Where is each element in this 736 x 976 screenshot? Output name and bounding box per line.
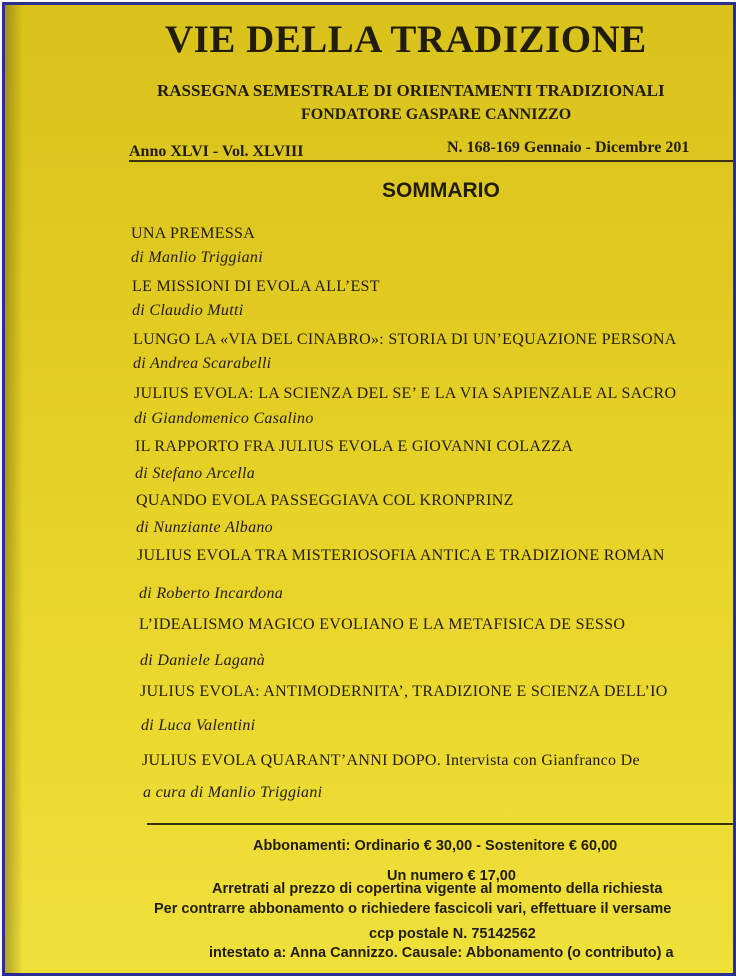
toc-entry-author: di Stefano Arcella [135, 465, 256, 482]
back-issues-note: Arretrati al prezzo di copertina vigente al momento della richiesta [212, 881, 663, 897]
payee-info: intestato a: Anna Cannizzo. Causale: Abbonamento (o contributo) a [209, 945, 674, 961]
toc-entry-author: di Roberto Incardona [139, 585, 284, 602]
issue-volume: Anno XLVI - Vol. XLVIII [129, 143, 304, 160]
toc-entry-title: QUANDO EVOLA PASSEGGIAVA COL KRONPRINZ [136, 492, 514, 509]
payment-instructions: Per contrarre abbonamento o richiedere fascicoli vari, effettuare il versame [154, 901, 672, 917]
toc-entry-title: IL RAPPORTO FRA JULIUS EVOLA E GIOVANNI COLAZZA [135, 438, 574, 455]
toc-entry-author: di Giandomenico Casalino [134, 410, 314, 427]
subscription-prices: Abbonamenti: Ordinario € 30,00 - Sostenitore € 60,00 [253, 838, 618, 854]
journal-title: VIE DELLA TRADIZIONE [165, 18, 647, 61]
document-page [2, 2, 736, 976]
toc-entry-title: JULIUS EVOLA: LA SCIENZA DEL SE’ E LA VIA SAPIENZALE AL SACRO [134, 385, 677, 402]
postal-account: ccp postale N. 75142562 [369, 926, 536, 942]
journal-founder: FONDATORE GASPARE CANNIZZO [301, 106, 572, 123]
toc-entry-title: UNA PREMESSA [131, 225, 256, 242]
toc-entry-title: JULIUS EVOLA QUARANT’ANNI DOPO. Intervista con Gianfranco De [142, 752, 640, 769]
single-issue-price: Un numero € 17,00 [387, 868, 516, 884]
toc-entry-title: LUNGO LA «VIA DEL CINABRO»: STORIA DI UN’EQUAZIONE PERSONA [133, 331, 677, 348]
toc-entry-title: L’IDEALISMO MAGICO EVOLIANO E LA METAFISICA DE SESSO [139, 616, 626, 633]
toc-entry-author: di Nunziante Albano [136, 519, 273, 536]
toc-entry-title: LE MISSIONI DI EVOLA ALL’EST [132, 278, 380, 295]
issue-number-date: N. 168-169 Gennaio - Dicembre 201 [447, 139, 690, 156]
toc-entry-title: JULIUS EVOLA: ANTIMODERNITA’, TRADIZIONE E SCIENZA DELL’IO [140, 683, 668, 700]
toc-entry-author: di Andrea Scarabelli [133, 355, 272, 372]
toc-heading: SOMMARIO [382, 179, 500, 202]
toc-entry-author: di Claudio Mutti [132, 302, 244, 319]
table-of-contents [5, 5, 733, 973]
toc-entry-author: a cura di Manlio Triggiani [143, 784, 323, 801]
footer-divider [147, 823, 733, 825]
toc-entry-author: di Manlio Triggiani [131, 249, 263, 266]
journal-subtitle: RASSEGNA SEMESTRALE DI ORIENTAMENTI TRADIZIONALI [157, 81, 665, 100]
toc-entry-author: di Daniele Laganà [140, 652, 266, 669]
toc-entry-title: JULIUS EVOLA TRA MISTERIOSOFIA ANTICA E TRADIZIONE ROMAN [137, 547, 665, 564]
toc-entry-author: di Luca Valentini [141, 717, 256, 734]
